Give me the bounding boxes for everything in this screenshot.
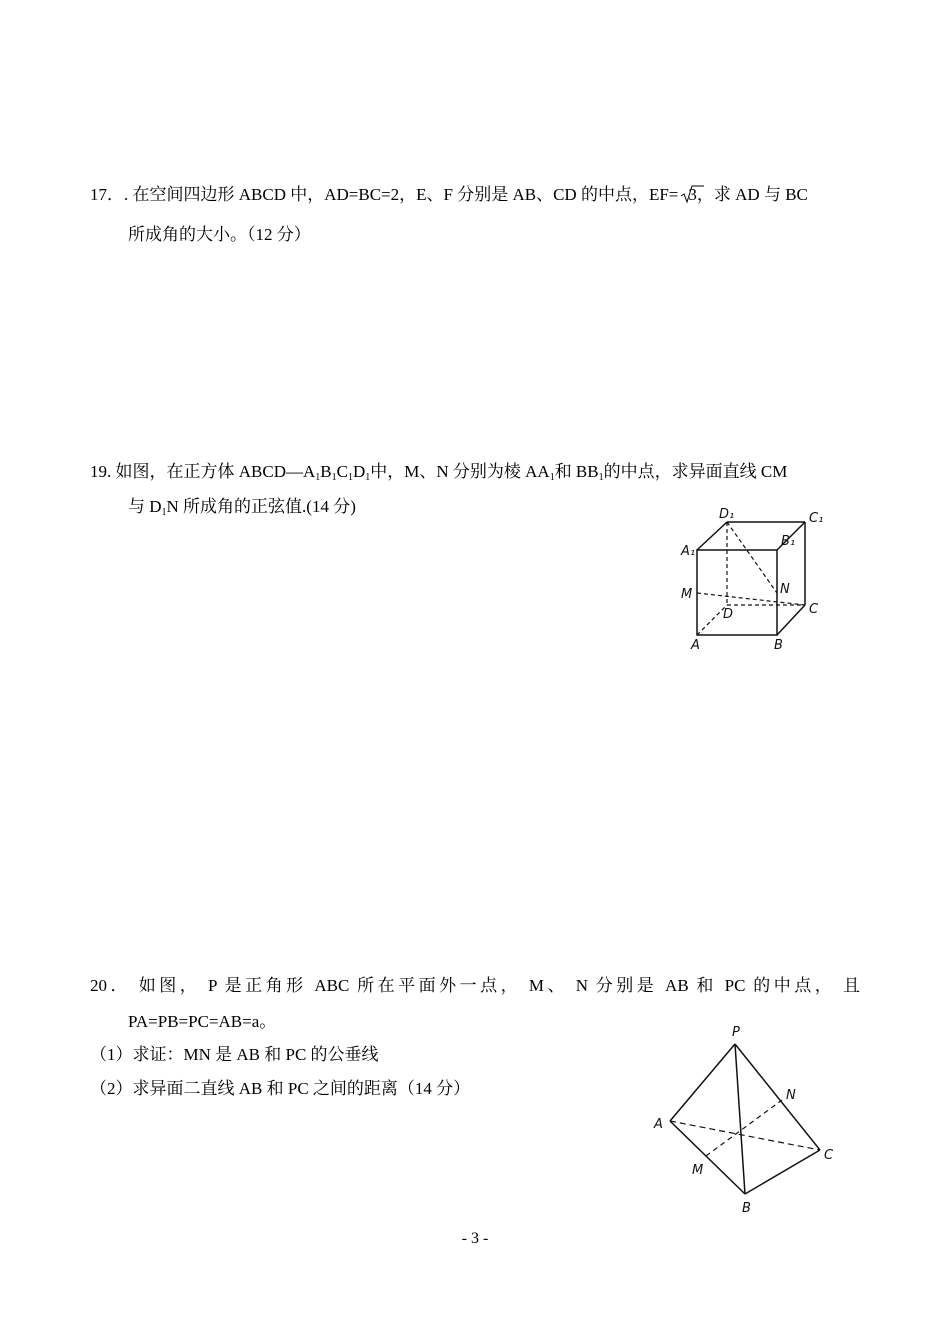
q19-line1 xyxy=(90,461,787,489)
q19-sub: 1 xyxy=(598,472,604,483)
label-n: N xyxy=(786,1088,796,1103)
label-p: P xyxy=(732,1025,740,1040)
edge-pb xyxy=(735,1044,745,1194)
q19-sub: 1 xyxy=(549,472,555,483)
edge-pa xyxy=(670,1044,735,1121)
q19-text-c: C xyxy=(336,462,348,481)
q19-sub: 1 xyxy=(331,472,337,483)
q19-text-f: 和 BB xyxy=(554,462,599,481)
q17-text-b: ，求 AD 与 BC xyxy=(696,185,808,204)
label-d1: D₁ xyxy=(719,507,735,522)
q19-sub: 1 xyxy=(161,507,167,518)
q19-sub: 1 xyxy=(365,472,371,483)
q17-sqrt-value: 3 xyxy=(688,185,697,204)
q19-line2-b: N 所成角的正弦值.(14 分) xyxy=(166,497,356,516)
tetrahedron-figure xyxy=(648,1018,848,1223)
edge-ac-hidden xyxy=(670,1121,820,1150)
q19-text-a: 如图，在正方体 ABCD—A xyxy=(115,462,316,481)
q19-text-d: D xyxy=(352,462,366,481)
label-n: N xyxy=(780,582,790,597)
q19-text-g: 的中点，求异面直线 CM xyxy=(603,462,788,481)
q19-sub: 1 xyxy=(315,472,321,483)
q19-sub: 1 xyxy=(347,472,353,483)
q20-part1 xyxy=(90,1044,379,1066)
q17-line2 xyxy=(128,224,311,246)
q20-line1 xyxy=(90,975,860,997)
q19-line2 xyxy=(128,496,356,524)
q20-part2 xyxy=(90,1078,470,1100)
q17-line2-text: 所成角的大小。（12 分） xyxy=(128,225,311,244)
label-c: C xyxy=(824,1148,834,1163)
label-b: B xyxy=(774,638,783,653)
edge-pc xyxy=(735,1044,820,1150)
q17-number: 17．. xyxy=(90,185,129,204)
segment-mn xyxy=(706,1100,782,1156)
q17-text-a: 在空间四边形 ABCD 中，AD=BC=2，E、F 分别是 AB、CD 的中点，EF= xyxy=(132,185,679,204)
segment-d1n xyxy=(727,522,777,593)
label-b1: B₁ xyxy=(781,534,796,549)
q19-number: 19. xyxy=(90,462,112,481)
q20-line2 xyxy=(128,1011,276,1033)
q20-part1-text: （1）求证：MN 是 AB 和 PC 的公垂线 xyxy=(90,1045,379,1064)
label-d: D xyxy=(723,607,734,622)
cube-edge xyxy=(777,605,805,635)
label-c1: C₁ xyxy=(809,511,824,526)
q19-text-b: B xyxy=(320,462,332,481)
label-m: M xyxy=(681,587,693,602)
label-b: B xyxy=(742,1201,751,1216)
label-c: C xyxy=(809,602,819,617)
label-a: A xyxy=(654,1117,663,1132)
edge-ab xyxy=(670,1121,745,1194)
label-m: M xyxy=(692,1163,704,1178)
label-a1: A₁ xyxy=(681,544,696,559)
q17-sqrt xyxy=(678,184,697,206)
q20-line2-text: PA=PB=PC=AB=a。 xyxy=(128,1012,277,1031)
cube-edge xyxy=(697,522,727,550)
label-a: A xyxy=(691,638,700,653)
page-number: - 3 - xyxy=(461,1230,489,1247)
q19-line2-a: 与 D xyxy=(128,497,162,516)
q20-line1-text: 20． 如图， P 是正角形 ABC 所在平面外一点， M、 N 分别是 AB 和 PC 的中点， 且 xyxy=(90,976,860,995)
q19-text-e: 中，M、N 分别为棱 AA xyxy=(370,462,550,481)
edge-bc xyxy=(745,1150,820,1194)
q20-part2-text: （2）求异面二直线 AB 和 PC 之间的距离（14 分） xyxy=(90,1079,471,1098)
q17-line1 xyxy=(90,184,808,206)
sqrt-sign-icon xyxy=(680,184,704,204)
cube-diagram xyxy=(675,505,835,655)
cube-figure xyxy=(675,505,835,660)
tetrahedron-diagram xyxy=(648,1018,848,1218)
